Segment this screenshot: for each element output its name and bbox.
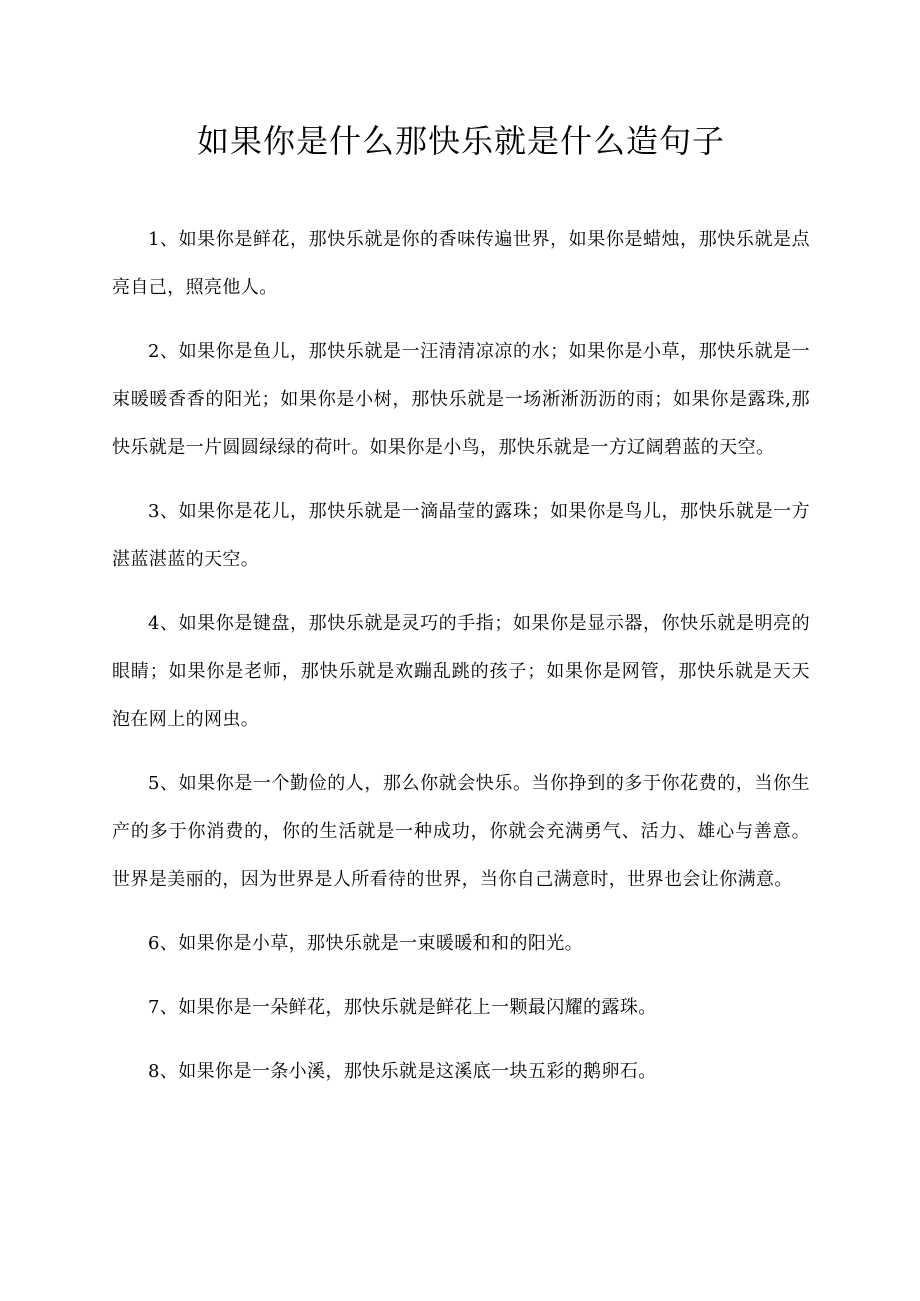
- paragraph-5: 5、如果你是一个勤俭的人，那么你就会快乐。当你挣到的多于你花费的，当你生产的多于你消费的，你的生活就是一种成功，你就会充满勇气、活力、雄心与善意。世界是美丽的，因为世界是人所看待的世界，当你自己满意时，世界也会让你满意。: [112, 773, 810, 890]
- document-title: 如果你是什么那快乐就是什么造句子: [196, 122, 725, 160]
- document-body: [112, 216, 810, 1096]
- paragraph-7: 7、如果你是一朵鲜花，那快乐就是鲜花上一颗最闪耀的露珠。: [148, 997, 657, 1018]
- paragraph-3: 3、如果你是花儿，那快乐就是一滴晶莹的露珠；如果你是鸟儿，那快乐就是一方湛蓝湛蓝的天空。: [112, 501, 810, 570]
- paragraph-2: 2、如果你是鱼儿，那快乐就是一汪清清凉凉的水；如果你是小草，那快乐就是一束暖暖香香的阳光；如果你是小树，那快乐就是一场淅淅沥沥的雨；如果你是露珠,那快乐就是一片圆圆绿绿的荷叶。如果你是小鸟，那快乐就是一方辽阔碧蓝的天空。: [112, 341, 810, 458]
- paragraph-1: 1、如果你是鲜花，那快乐就是你的香味传遍世界，如果你是蜡烛，那快乐就是点亮自己，照亮他人。: [112, 229, 810, 298]
- paragraph-6: 6、如果你是小草，那快乐就是一束暖暖和和的阳光。: [148, 933, 584, 954]
- paragraph-8: 8、如果你是一条小溪，那快乐就是这溪底一块五彩的鹅卵石。: [148, 1061, 657, 1082]
- paragraph-4: 4、如果你是键盘，那快乐就是灵巧的手指；如果你是显示器，你快乐就是明亮的眼睛；如果你是老师，那快乐就是欢蹦乱跳的孩子；如果你是网管，那快乐就是天天泡在网上的网虫。: [112, 613, 810, 730]
